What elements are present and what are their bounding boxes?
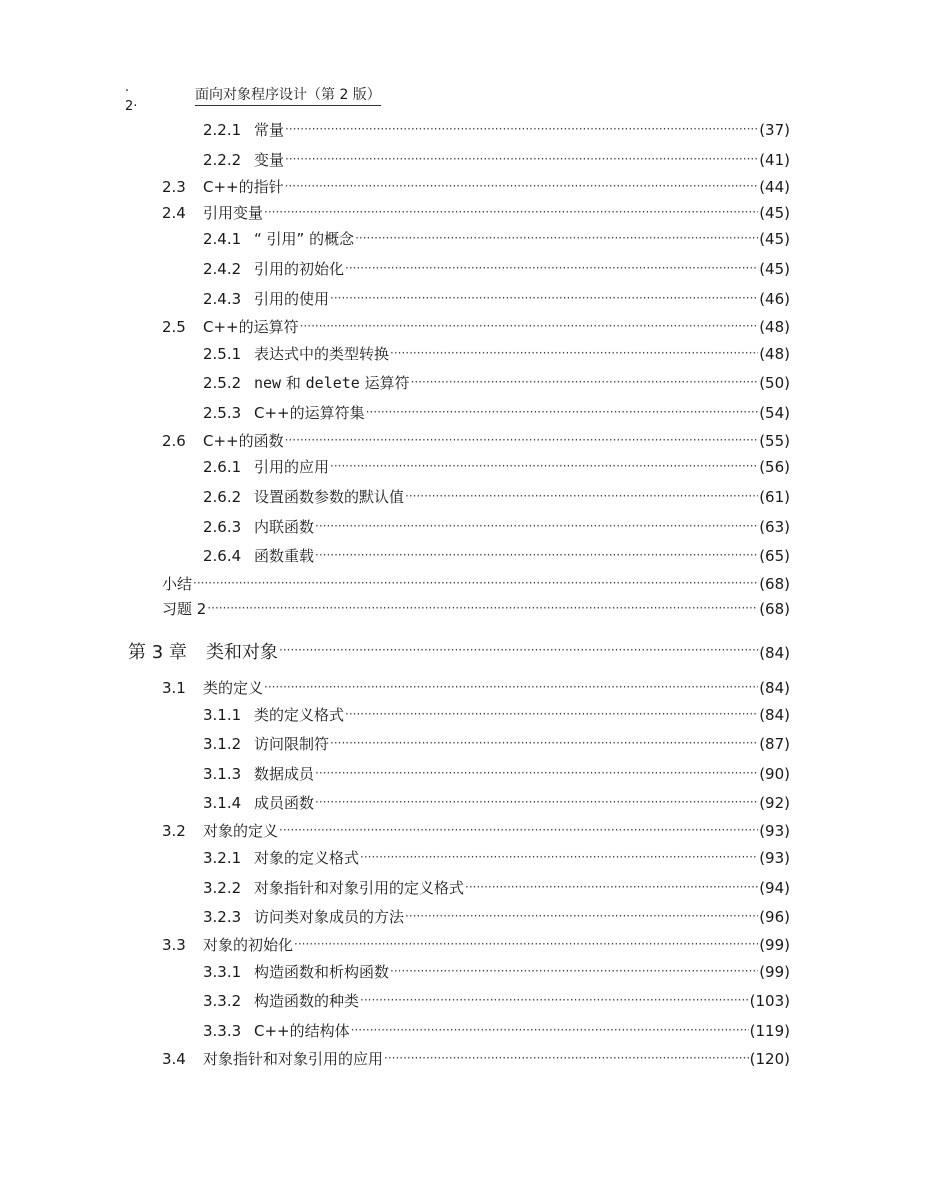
- toc-entry-number: 2.4.2: [203, 260, 242, 278]
- toc-subsection-entry[interactable]: [203, 1021, 790, 1041]
- toc-entry-number: 3.3.1: [203, 963, 242, 981]
- toc-entry-title: 数据成员: [254, 765, 315, 783]
- toc-entry-number: 2.2.2: [203, 151, 242, 169]
- toc-entry-number: 2.6.1: [203, 458, 242, 476]
- toc-entry-page: (45): [759, 260, 790, 278]
- toc-entry-page: (87): [759, 735, 790, 753]
- toc-entry-title: C++的运算符: [203, 318, 299, 336]
- toc-entry-page: (54): [759, 404, 790, 422]
- toc-section-entry[interactable]: [162, 821, 790, 841]
- toc-entry-title: 类的定义: [203, 679, 264, 697]
- toc-entry-number: 3.2: [162, 822, 186, 840]
- dot-leader: [355, 230, 758, 244]
- toc-entry-title: 设置函数参数的默认值: [254, 488, 405, 506]
- toc-section-entry[interactable]: [162, 317, 790, 337]
- dot-leader: [285, 151, 758, 165]
- toc-section-entry[interactable]: [162, 574, 790, 594]
- toc-entry-title: 类和对象: [206, 642, 278, 663]
- toc-entry-number: 2.2.1: [203, 121, 242, 139]
- toc-entry-number: 2.6: [162, 432, 186, 450]
- dot-leader: [366, 404, 759, 418]
- toc-entry-title: 引用的应用: [254, 458, 330, 476]
- toc-entry-page: (99): [759, 936, 790, 954]
- toc-entry-number: 2.4.1: [203, 230, 242, 248]
- dot-leader: [315, 765, 758, 779]
- dot-leader: [411, 374, 759, 388]
- toc-entry-title: 常量: [254, 121, 285, 139]
- toc-section-entry[interactable]: [162, 203, 790, 223]
- toc-subsection-entry[interactable]: [203, 764, 790, 784]
- toc-entry-title: C++的指针: [203, 178, 284, 196]
- toc-subsection-entry[interactable]: [203, 705, 790, 725]
- toc-subsection-entry[interactable]: [203, 878, 790, 898]
- toc-entry-number: 3.3.3: [203, 1022, 242, 1040]
- toc-entry-title: 类的定义格式: [254, 706, 345, 724]
- toc-entry-number: 3.1.1: [203, 706, 242, 724]
- toc-subsection-entry[interactable]: [203, 373, 790, 393]
- dot-leader: [193, 575, 758, 589]
- toc-entry-title: 小结: [162, 575, 193, 593]
- toc-chapter-entry[interactable]: [128, 641, 790, 665]
- toc-subsection-entry[interactable]: [203, 229, 790, 249]
- toc-entry-page: (63): [759, 518, 790, 536]
- dot-leader: [285, 121, 758, 135]
- toc-entry-title: 成员函数: [254, 794, 315, 812]
- toc-entry-number: 3.1: [162, 679, 186, 697]
- dot-leader: [279, 644, 758, 658]
- toc-subsection-entry[interactable]: [203, 150, 790, 170]
- toc-section-entry[interactable]: [162, 1049, 790, 1069]
- dot-leader: [405, 488, 758, 502]
- toc-entry-page: (94): [759, 879, 790, 897]
- toc-entry-page: (61): [759, 488, 790, 506]
- toc-entry-number: 3.1.4: [203, 794, 242, 812]
- toc-subsection-entry[interactable]: [203, 734, 790, 754]
- toc-entry-page: (48): [759, 318, 790, 336]
- dot-leader: [405, 908, 758, 922]
- toc-entry-title: 变量: [254, 151, 285, 169]
- toc-entry-number: 2.4: [162, 204, 186, 222]
- dot-leader: [264, 679, 758, 693]
- toc-entry-number: 3.2.2: [203, 879, 242, 897]
- toc-entry-page: (84): [759, 644, 790, 662]
- toc-entry-number: 3.1.3: [203, 765, 242, 783]
- dot-leader: [345, 706, 758, 720]
- toc-entry-number: 3.3.2: [203, 992, 242, 1010]
- toc-entry-page: (68): [759, 600, 790, 618]
- toc-entry-number: 3.3: [162, 936, 186, 954]
- dot-leader: [300, 318, 759, 332]
- dot-leader: [351, 1022, 749, 1036]
- toc-entry-page: (120): [749, 1050, 790, 1068]
- toc-entry-number: 2.5: [162, 318, 186, 336]
- toc-subsection-entry[interactable]: [203, 517, 790, 537]
- dot-leader: [330, 290, 758, 304]
- toc-subsection-entry[interactable]: [203, 259, 790, 279]
- dot-leader: [360, 992, 749, 1006]
- dot-leader: [315, 794, 758, 808]
- toc-entry-page: (65): [759, 547, 790, 565]
- toc-entry-title: 内联函数: [254, 518, 315, 536]
- dot-leader: [315, 518, 758, 532]
- toc-entry-title: 引用的使用: [254, 290, 330, 308]
- toc-entry-page: (92): [759, 794, 790, 812]
- toc-entry-page: (45): [759, 204, 790, 222]
- toc-entry-page: (96): [759, 908, 790, 926]
- toc-entry-page: (103): [749, 992, 790, 1010]
- toc-entry-title: 访问限制符: [254, 735, 330, 753]
- dot-leader: [345, 260, 758, 274]
- toc-section-entry[interactable]: [162, 431, 790, 451]
- toc-entry-title: 对象的定义: [203, 822, 279, 840]
- toc-entry-page: (48): [759, 345, 790, 363]
- toc-entry-title: C++的运算符集: [254, 404, 365, 422]
- dot-leader: [285, 432, 759, 446]
- toc-entry-title: C++的结构体: [254, 1022, 350, 1040]
- toc-entry-title: 对象指针和对象引用的应用: [203, 1050, 384, 1068]
- toc-subsection-entry[interactable]: [203, 487, 790, 507]
- toc-entry-number: 3.1.2: [203, 735, 242, 753]
- toc-entry-title: new 和 delete 运算符: [254, 374, 410, 392]
- toc-entry-page: (56): [759, 458, 790, 476]
- toc-entry-page: (50): [759, 374, 790, 392]
- dot-leader: [384, 1050, 749, 1064]
- toc-subsection-entry[interactable]: [203, 907, 790, 927]
- toc-entry-number: 2.4.3: [203, 290, 242, 308]
- toc-entry-title: 构造函数的种类: [254, 992, 360, 1010]
- toc-subsection-entry[interactable]: [203, 289, 790, 309]
- toc-entry-page: (90): [759, 765, 790, 783]
- toc-subsection-entry[interactable]: [203, 120, 790, 140]
- toc-entry-page: (41): [759, 151, 790, 169]
- toc-entry-page: (55): [759, 432, 790, 450]
- toc-entry-title: 引用的初始化: [254, 260, 345, 278]
- toc-entry-page: (45): [759, 230, 790, 248]
- toc-entry-page: (93): [759, 822, 790, 840]
- toc-entry-number: 第 3 章: [128, 642, 187, 663]
- dot-leader: [360, 849, 758, 863]
- toc-entry-title: C++的函数: [203, 432, 284, 450]
- dot-leader: [390, 345, 758, 359]
- page-number: · 2·: [125, 84, 138, 114]
- toc-entry-page: (119): [749, 1022, 790, 1040]
- dot-leader: [279, 822, 758, 836]
- toc-entry-number: 2.6.3: [203, 518, 242, 536]
- toc-entry-title: 访问类对象成员的方法: [254, 908, 405, 926]
- toc-entry-page: (46): [759, 290, 790, 308]
- dot-leader: [285, 178, 759, 192]
- toc-entry-number: 2.5.2: [203, 374, 242, 392]
- toc-section-entry[interactable]: [162, 177, 790, 197]
- toc-entry-title: 引用变量: [203, 204, 264, 222]
- toc-entry-number: 2.5.1: [203, 345, 242, 363]
- dot-leader: [264, 204, 758, 218]
- toc-entry-page: (44): [759, 178, 790, 196]
- toc-entry-title: 构造函数和析构函数: [254, 963, 390, 981]
- toc-subsection-entry[interactable]: [203, 344, 790, 364]
- toc-subsection-entry[interactable]: [203, 991, 790, 1011]
- toc-entry-number: 2.6.2: [203, 488, 242, 506]
- toc-entry-page: (93): [759, 849, 790, 867]
- toc-entry-title: 习题 2: [162, 600, 207, 618]
- book-title: 面向对象程序设计（第 2 版）: [195, 84, 381, 106]
- toc-section-entry[interactable]: [162, 678, 790, 698]
- dot-leader: [207, 600, 758, 614]
- toc-entry-title: 对象的定义格式: [254, 849, 360, 867]
- toc-entry-title: 函数重载: [254, 547, 315, 565]
- toc-entry-number: 3.4: [162, 1050, 186, 1068]
- toc-section-entry[interactable]: [162, 935, 790, 955]
- toc-entry-page: (84): [759, 679, 790, 697]
- toc-subsection-entry[interactable]: [203, 457, 790, 477]
- toc-entry-number: 2.6.4: [203, 547, 242, 565]
- toc-entry-title: 对象指针和对象引用的定义格式: [254, 879, 465, 897]
- toc-entry-number: 3.2.3: [203, 908, 242, 926]
- toc-entry-page: (99): [759, 963, 790, 981]
- toc-entry-number: 2.5.3: [203, 404, 242, 422]
- toc-entry-number: 3.2.1: [203, 849, 242, 867]
- toc-entry-page: (84): [759, 706, 790, 724]
- dot-leader: [315, 547, 758, 561]
- dot-leader: [390, 963, 758, 977]
- toc-subsection-entry[interactable]: [203, 962, 790, 982]
- toc-subsection-entry[interactable]: [203, 403, 790, 423]
- dot-leader: [330, 458, 758, 472]
- toc-entry-title: 表达式中的类型转换: [254, 345, 390, 363]
- toc-entry-number: 2.3: [162, 178, 186, 196]
- toc-subsection-entry[interactable]: [203, 848, 790, 868]
- dot-leader: [294, 936, 758, 950]
- toc-section-entry[interactable]: [162, 599, 790, 619]
- dot-leader: [330, 735, 758, 749]
- dot-leader: [465, 879, 758, 893]
- toc-subsection-entry[interactable]: [203, 546, 790, 566]
- toc-entry-page: (68): [759, 575, 790, 593]
- toc-subsection-entry[interactable]: [203, 793, 790, 813]
- toc-entry-page: (37): [759, 121, 790, 139]
- toc-entry-title: “ 引用” 的概念: [254, 230, 355, 248]
- toc-entry-title: 对象的初始化: [203, 936, 294, 954]
